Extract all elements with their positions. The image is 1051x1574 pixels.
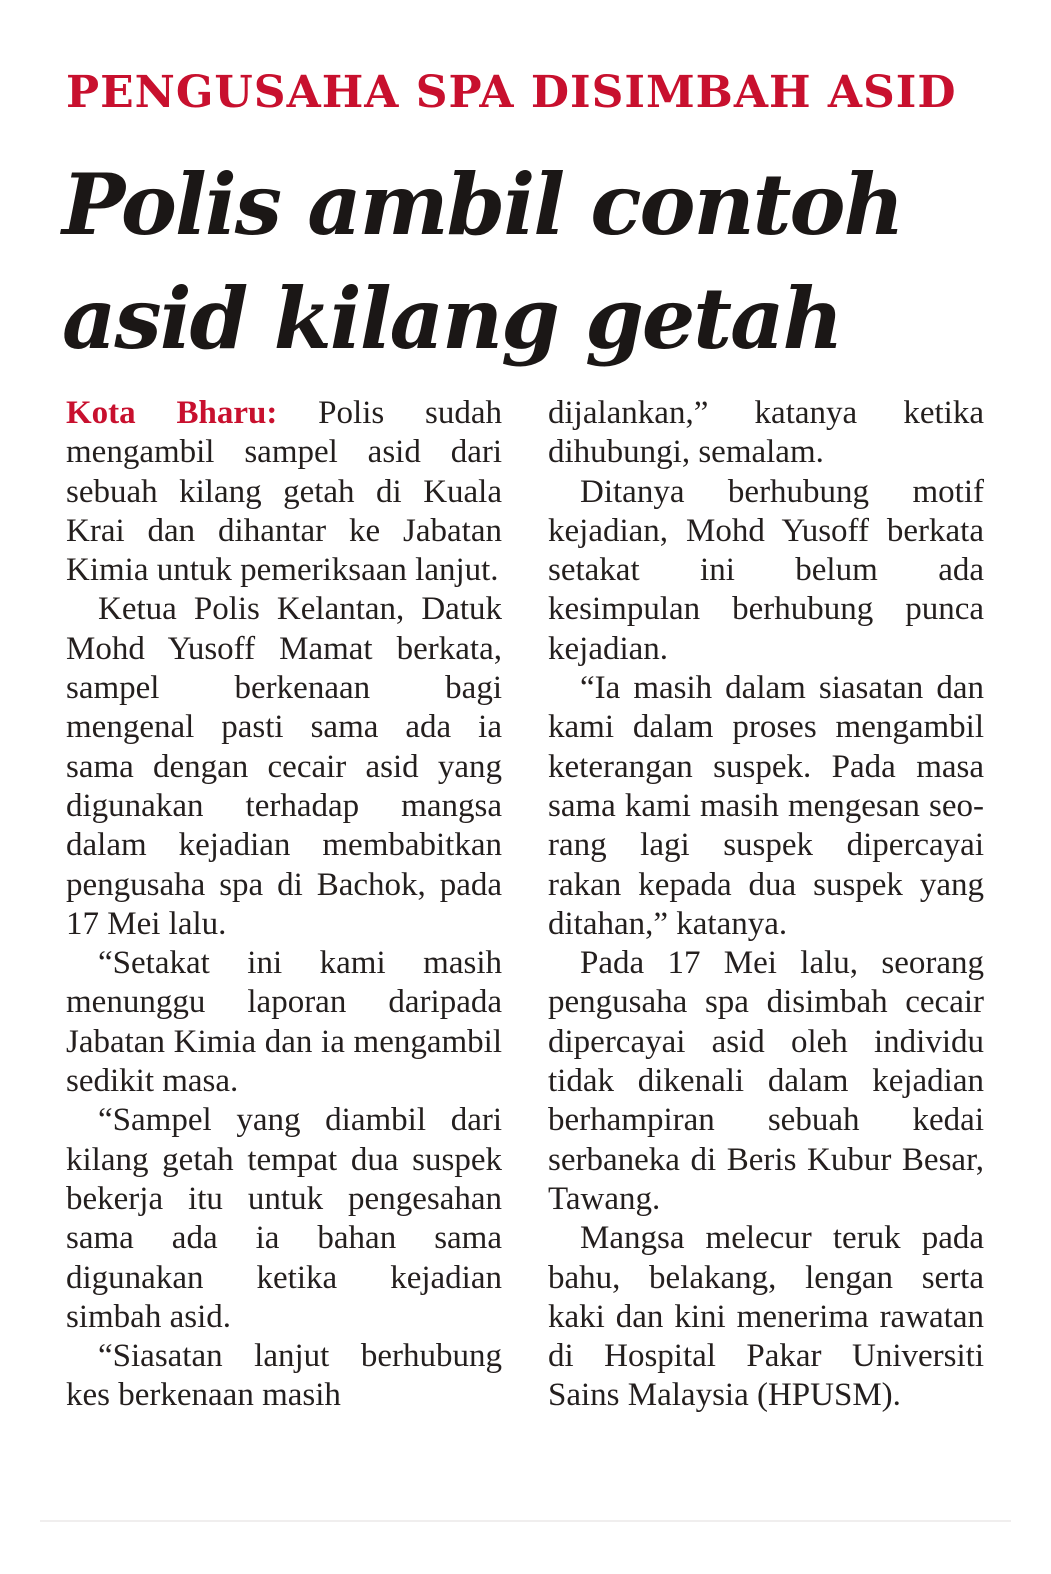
headline-line-1: Polis ambil contoh [62, 155, 903, 254]
article-column-right [548, 394, 984, 1416]
headline [62, 148, 1022, 376]
lead-paragraph [66, 394, 502, 590]
dateline: Kota Bharu: [66, 395, 278, 431]
paragraph-8: Pada 17 Mei lalu, seorang pengusaha spa disimbah cecair dipercayai asid oleh individu tidak dikenali dalam kejadian berhampiran sebuah kedai serbaneka di Beris Kubur Besar, Tawang. [548, 945, 984, 1217]
paragraph-2: Ketua Polis Kelantan, Datuk Mohd Yusoff Mamat berkata, sampel berkenaan bagi mengenal pasti sama ada ia sama dengan cecair asid yang digunakan terhadap mangsa dalam kejadian membabitkan pengusaha spa di Bachok, pada 17 Mei lalu. [66, 591, 502, 942]
article-column-left [66, 394, 502, 1416]
bottom-rule [40, 1520, 1011, 1522]
kicker-heading: PENGUSAHA SPA DISIMBAH ASID [66, 67, 957, 118]
paragraph-9: Mangsa melecur teruk pada bahu, belakang, lengan serta kaki dan kini menerima rawatan di Hospital Pakar Universiti Sains Malaysia (HPUSM). [548, 1220, 984, 1414]
paragraph-5-start: “Siasatan lanjut berhubung kes berkenaan masih [66, 1338, 502, 1414]
paragraph-7: “Ia masih dalam siasatan dan kami dalam proses mengambil keterangan suspek. Pada masa sama kami masih mengesan seorang lagi suspek dipercayai rakan kepada dua suspek yang ditahan,” katanya. [548, 670, 984, 942]
paragraph-4: “Sampel yang diambil dari kilang getah tempat dua suspek bekerja itu untuk pengesahan sama ada ia bahan sama digunakan ketika kejadian simbah asid. [66, 1102, 502, 1335]
paragraph-5-end: dijalankan,” katanya ketika dihubungi, semalam. [548, 395, 984, 471]
paragraph-6: Ditanya berhubung motif kejadian, Mohd Yusoff berkata setakat ini belum ada kesimpulan berhubung punca kejadian. [548, 473, 984, 667]
lead-text: Polis sudah mengambil sampel asid dari sebuah kilang getah di Kuala Krai dan dihantar ke Jabatan Kimia untuk pemeriksaan lanjut. [66, 395, 503, 589]
paragraph-3: “Setakat ini kami masih menunggu laporan daripada Jabatan Kimia dan ia mengambil sedikit masa. [66, 945, 502, 1100]
headline-line-2: asid kilang getah [62, 269, 842, 368]
